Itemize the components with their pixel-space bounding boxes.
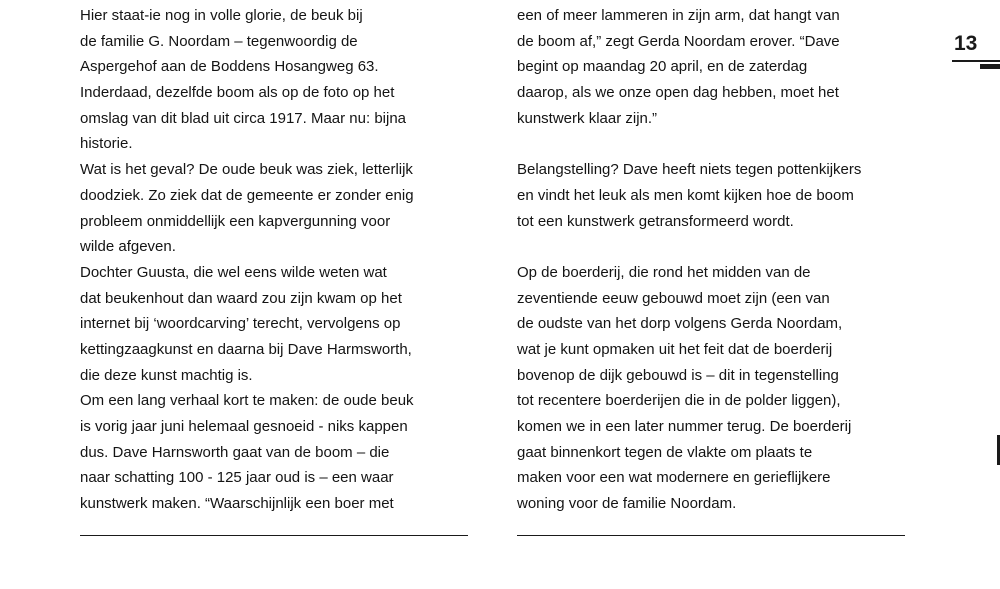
right-column — [517, 3, 917, 517]
text-line: zeventiende eeuw gebouwd moet zijn (een van — [517, 289, 830, 307]
text-line: naar schatting 100 - 125 jaar oud is – een waar — [80, 469, 394, 487]
text-line: is vorig jaar juni helemaal gesnoeid - niks kappen — [80, 418, 408, 435]
text-line: Op de boerderij, die rond het midden van de — [517, 263, 811, 281]
text-line: en vindt het leuk als men komt kijken hoe de boom — [517, 186, 854, 204]
text-line: wat je kunt opmaken uit het feit dat de boerderij — [517, 340, 833, 358]
text-line: Aspergehof aan de Boddens Hosangweg 63. — [80, 58, 379, 76]
text-line: de familie G. Noordam – tegenwoordig de — [80, 32, 358, 50]
text-line: internet bij ‘woordcarving’ terecht, vervolgens op — [80, 315, 401, 333]
text-line: de oudste van het dorp volgens Gerda Noordam, — [517, 315, 843, 333]
text-line: doodziek. Zo ziek dat de gemeente er zonder enig — [80, 186, 414, 204]
text-line: kettingzaagkunst en daarna bij Dave Harmsworth, — [80, 340, 412, 358]
text-line: tot recentere boerderijen die in de polder liggen), — [517, 392, 841, 410]
text-line: Inderdaad, dezelfde boom als op de foto op het — [80, 84, 395, 102]
text-line: Dochter Guusta, die wel eens wilde weten wat — [80, 263, 387, 281]
page-number: 13 — [954, 32, 978, 55]
text-line: die deze kunst machtig is. — [80, 366, 253, 384]
page-edge-tab — [980, 64, 1000, 69]
text-line: dus. Dave Harnsworth gaat van de boom – die — [80, 443, 390, 461]
left-column — [80, 3, 480, 517]
text-line: Hier staat-ie nog in volle glorie, de beuk bij — [80, 7, 363, 24]
text-line: daarop, als we onze open dag hebben, moet het — [517, 84, 839, 102]
text-line: kunstwerk maken. “Waarschijnlijk een boer met — [80, 495, 394, 513]
text-line: tot een kunstwerk getransformeerd wordt. — [517, 212, 794, 230]
text-line: bovenop de dijk gebouwd is – dit in tegenstelling — [517, 366, 839, 384]
text-line: de boom af,” zegt Gerda Noordam erover. “Dave — [517, 32, 840, 50]
text-line: Om een lang verhaal kort te maken: de oude beuk — [80, 392, 414, 410]
text-line: Belangstelling? Dave heeft niets tegen pottenkijkers — [517, 161, 862, 179]
text-line: probleem onmiddellijk een kapvergunning voor — [80, 212, 391, 230]
text-line: omslag van dit blad uit circa 1917. Maar nu: bijna — [80, 109, 407, 127]
text-line: kunstwerk klaar zijn.” — [517, 109, 658, 127]
text-line: wilde afgeven. — [80, 238, 176, 256]
page-number-underline — [952, 60, 1000, 62]
text-line: maken voor een wat modernere en gerieflijkere — [517, 469, 831, 487]
text-line: Wat is het geval? De oude beuk was ziek, letterlijk — [80, 161, 413, 179]
paragraph-spacer — [517, 234, 917, 260]
text-line: begint op maandag 20 april, en de zaterdag — [517, 58, 808, 76]
text-line: historie. — [80, 135, 133, 153]
text-line: gaat binnenkort tegen de vlakte om plaats te — [517, 443, 813, 461]
text-line: woning voor de familie Noordam. — [517, 495, 737, 513]
text-line: dat beukenhout dan waard zou zijn kwam op het — [80, 289, 402, 307]
left-column-divider — [80, 535, 468, 536]
text-line: komen we in een later nummer terug. De boerderij — [517, 418, 852, 435]
paragraph-spacer — [517, 131, 917, 157]
text-line: een of meer lammeren in zijn arm, dat hangt van — [517, 7, 840, 24]
right-column-divider — [517, 535, 905, 536]
